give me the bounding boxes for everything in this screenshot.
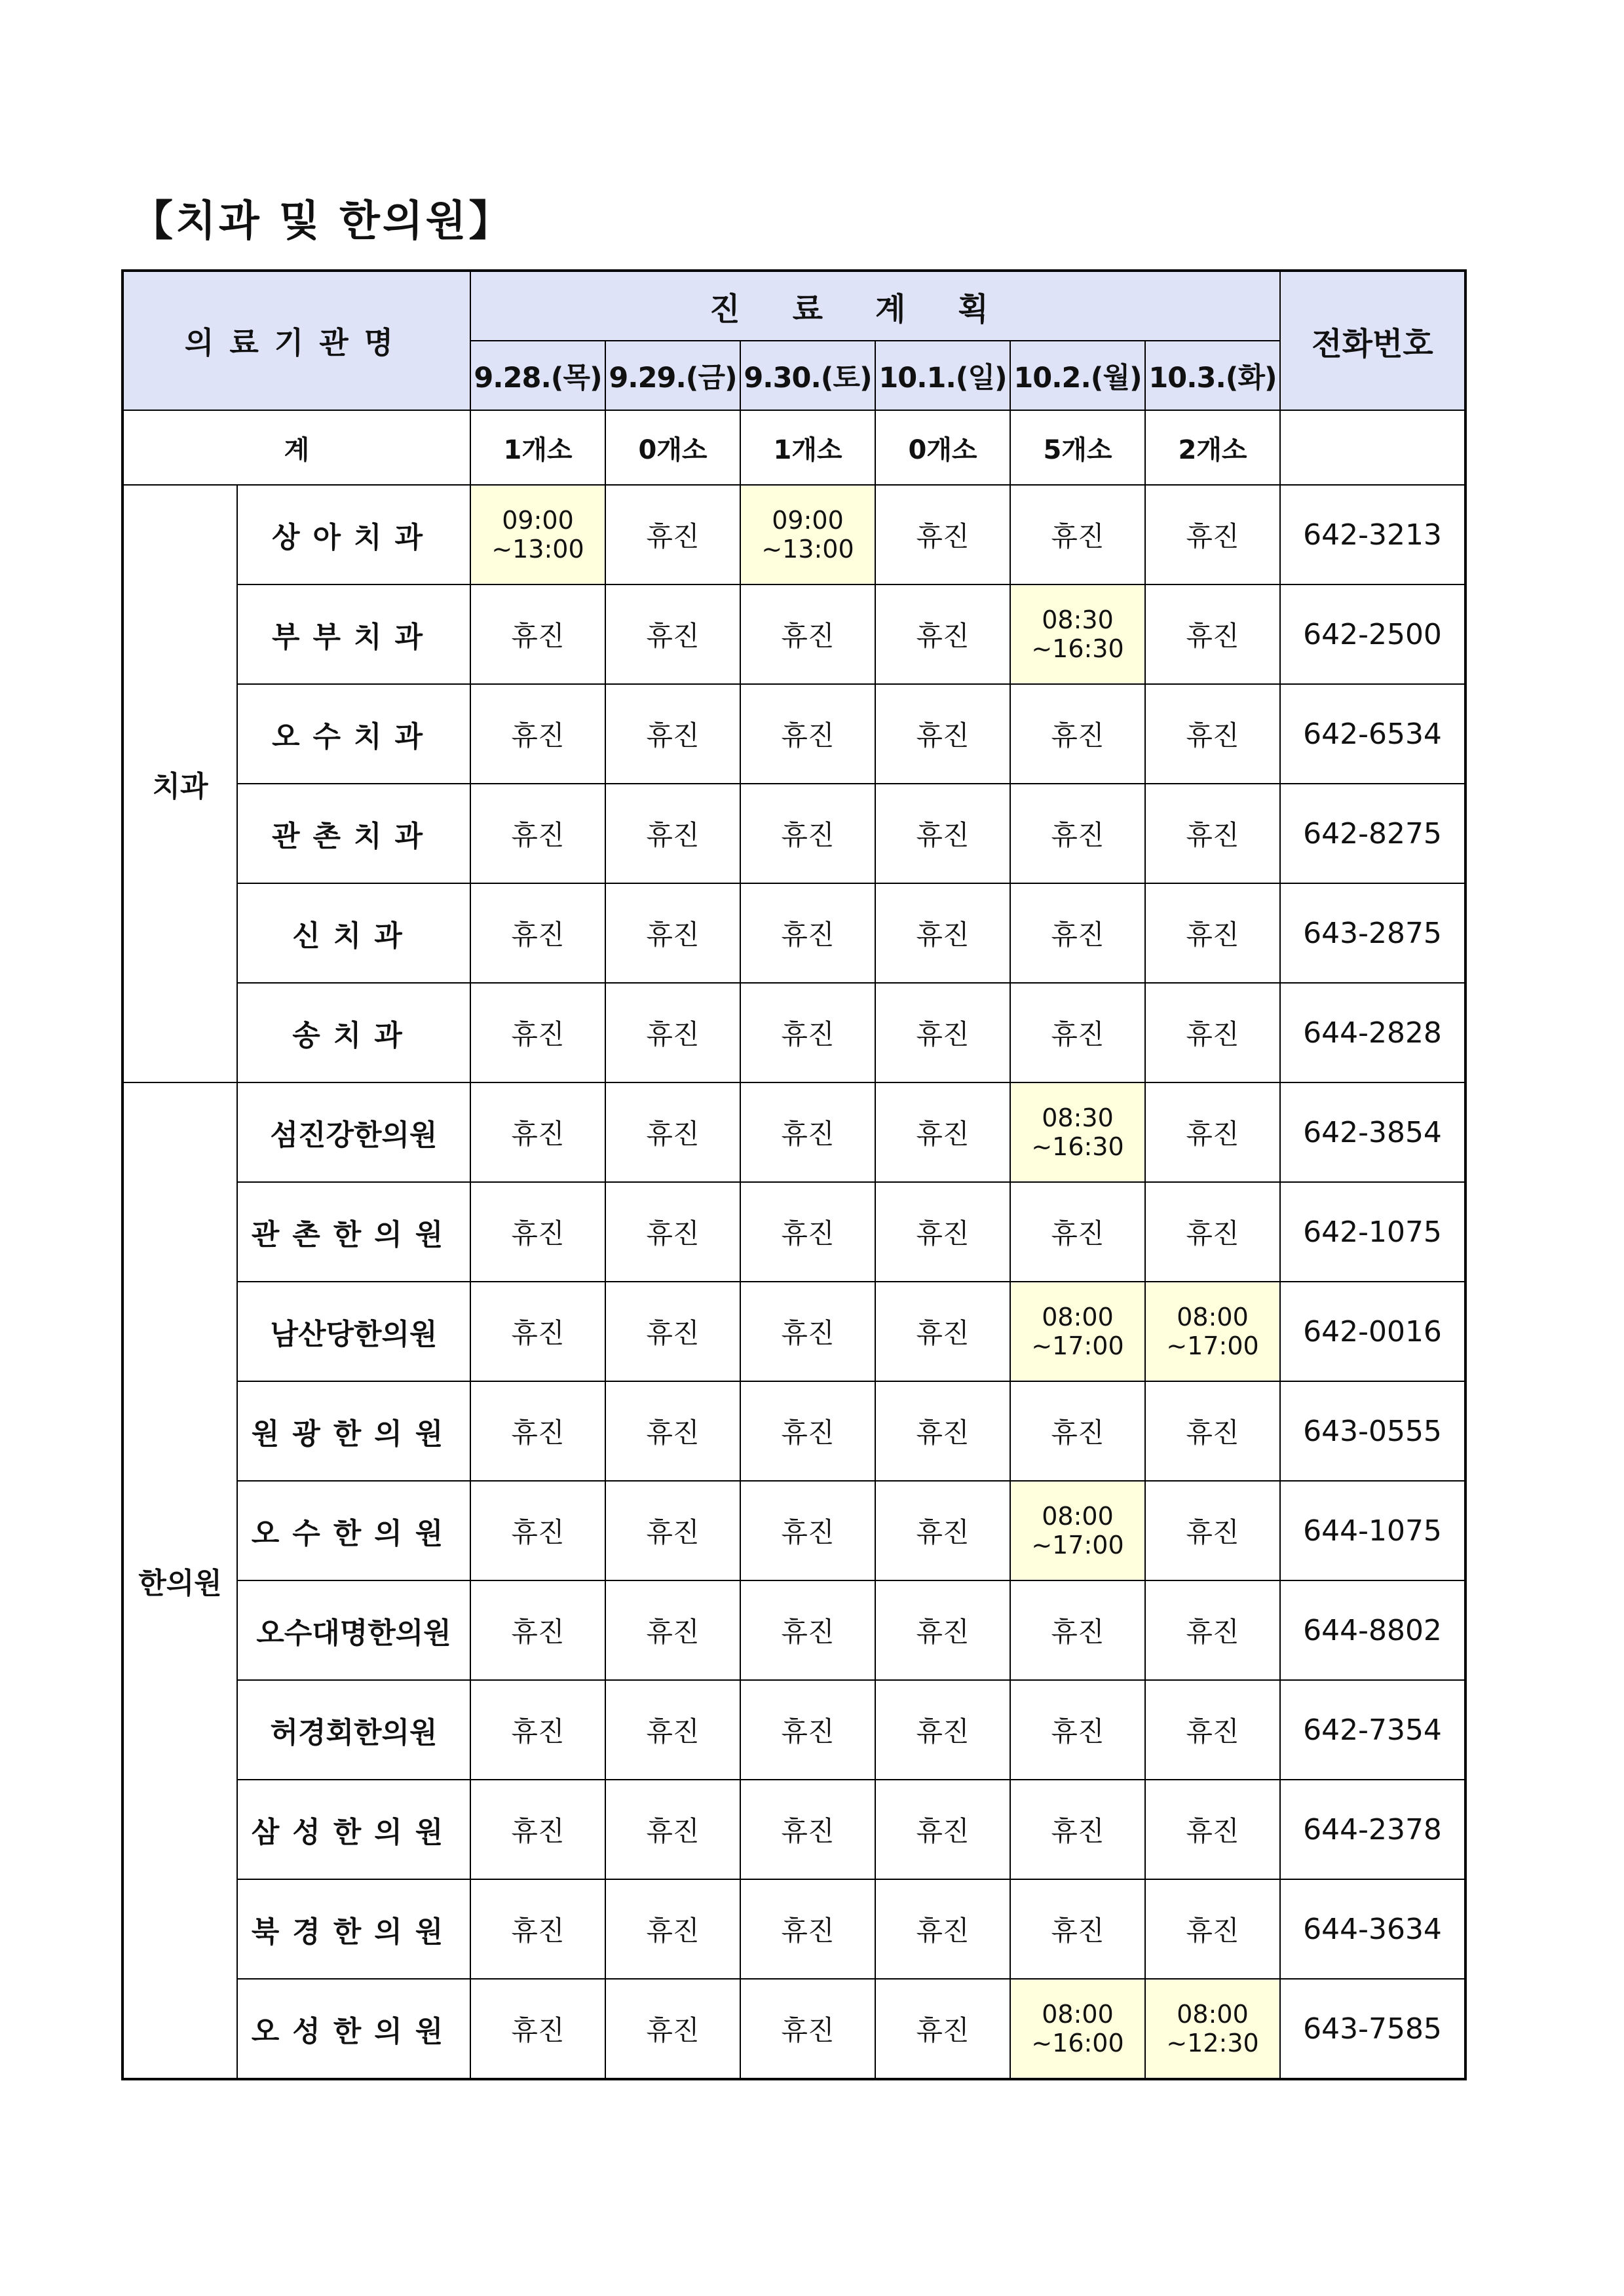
phone-number: 642-3213 [1280,485,1465,584]
closed-cell: 휴진 [605,1381,740,1481]
closed-cell: 휴진 [1145,784,1280,883]
closed-cell: 휴진 [1145,1381,1280,1481]
closed-cell: 휴진 [875,1979,1010,2079]
closed-cell: 휴진 [605,1680,740,1780]
header-date: 10.2.(월) [1010,341,1145,410]
closed-cell: 휴진 [875,1481,1010,1580]
phone-number: 643-7585 [1280,1979,1465,2079]
closed-cell: 휴진 [605,983,740,1082]
header-date: 10.3.(화) [1145,341,1280,410]
header-clinic-name: 의료기관명 [123,271,470,410]
closed-cell: 휴진 [875,784,1010,883]
open-hours-line: ~16:00 [1031,2029,1124,2057]
clinic-name: 허경회한의원 [237,1680,470,1780]
clinic-name: 부부치과 [237,584,470,684]
total-count: 2개소 [1145,410,1280,485]
closed-cell: 휴진 [1010,883,1145,983]
closed-cell: 휴진 [1010,784,1145,883]
closed-cell: 휴진 [605,1282,740,1381]
closed-cell: 휴진 [1145,1580,1280,1680]
closed-cell: 휴진 [1145,684,1280,784]
closed-cell: 휴진 [470,1481,605,1580]
closed-cell: 휴진 [1145,1879,1280,1979]
table-row [123,883,1465,983]
closed-cell: 휴진 [1145,1182,1280,1282]
closed-cell: 휴진 [875,485,1010,584]
closed-cell: 휴진 [740,1282,875,1381]
header-row-1 [123,271,1465,341]
closed-cell: 휴진 [1010,485,1145,584]
closed-cell: 휴진 [740,684,875,784]
closed-cell: 휴진 [1010,1780,1145,1879]
open-hours-line: ~13:00 [761,535,854,564]
clinic-name: 남산당한의원 [237,1282,470,1381]
phone-number: 644-3634 [1280,1879,1465,1979]
closed-cell: 휴진 [605,584,740,684]
closed-cell: 휴진 [1145,485,1280,584]
closed-cell: 휴진 [740,1680,875,1780]
clinic-name: 북경한의원 [237,1879,470,1979]
closed-cell: 휴진 [1010,1580,1145,1680]
open-hours-line: ~16:30 [1031,634,1124,663]
open-hours-line: 08:00 [1177,2000,1249,2029]
closed-cell: 휴진 [875,1780,1010,1879]
closed-cell: 휴진 [470,1979,605,2079]
clinic-name: 관촌치과 [237,784,470,883]
table-row [123,983,1465,1082]
closed-cell: 휴진 [740,1879,875,1979]
closed-cell: 휴진 [470,1082,605,1182]
closed-cell: 휴진 [740,1082,875,1182]
closed-cell: 휴진 [875,1580,1010,1680]
table-row [123,485,1465,584]
closed-cell: 휴진 [875,1282,1010,1381]
table-row [123,584,1465,684]
open-hours-line: 08:30 [1042,1103,1114,1132]
phone-number: 643-2875 [1280,883,1465,983]
closed-cell: 휴진 [875,1381,1010,1481]
category-label: 한의원 [123,1082,237,2079]
closed-cell: 휴진 [740,1780,875,1879]
closed-cell: 휴진 [1145,983,1280,1082]
open-hours-line: 09:00 [772,506,844,535]
clinic-schedule-table [121,269,1467,2080]
open-hours-cell [1010,1481,1145,1580]
closed-cell: 휴진 [470,1182,605,1282]
closed-cell: 휴진 [470,1879,605,1979]
closed-cell: 휴진 [1010,983,1145,1082]
phone-number: 642-6534 [1280,684,1465,784]
closed-cell: 휴진 [1145,1481,1280,1580]
closed-cell: 휴진 [470,1580,605,1680]
open-hours-line: 08:00 [1042,1502,1114,1531]
closed-cell: 휴진 [605,485,740,584]
closed-cell: 휴진 [875,1182,1010,1282]
open-hours-cell [1010,1282,1145,1381]
phone-number: 642-1075 [1280,1182,1465,1282]
table-row [123,684,1465,784]
page-title: 【치과 및 한의원】 [131,197,514,246]
closed-cell: 휴진 [470,1680,605,1780]
phone-number: 644-8802 [1280,1580,1465,1680]
category-label: 치과 [123,485,237,1082]
open-hours-line: 08:00 [1042,1303,1114,1331]
closed-cell: 휴진 [740,983,875,1082]
phone-number: 642-7354 [1280,1680,1465,1780]
open-hours-cell [1145,1282,1280,1381]
table-row [123,1481,1465,1580]
closed-cell: 휴진 [875,983,1010,1082]
closed-cell: 휴진 [875,584,1010,684]
closed-cell: 휴진 [605,1780,740,1879]
closed-cell: 휴진 [605,1979,740,2079]
closed-cell: 휴진 [605,1182,740,1282]
open-hours-line: ~13:00 [491,535,584,564]
header-date: 9.28.(목) [470,341,605,410]
clinic-name: 관촌한의원 [237,1182,470,1282]
total-label: 계 [123,410,470,485]
clinic-name: 오수치과 [237,684,470,784]
clinic-name: 섬진강한의원 [237,1082,470,1182]
open-hours-line: 08:00 [1042,2000,1114,2029]
clinic-name: 오수한의원 [237,1481,470,1580]
header-phone: 전화번호 [1280,271,1465,410]
closed-cell: 휴진 [740,1481,875,1580]
closed-cell: 휴진 [605,684,740,784]
total-count: 1개소 [470,410,605,485]
closed-cell: 휴진 [1145,883,1280,983]
open-hours-line: ~17:00 [1031,1331,1124,1360]
table-row [123,1282,1465,1381]
closed-cell: 휴진 [1145,1680,1280,1780]
table-row [123,1680,1465,1780]
table-row [123,1979,1465,2079]
closed-cell: 휴진 [605,1481,740,1580]
clinic-name: 상아치과 [237,485,470,584]
table-row [123,1580,1465,1680]
header-date: 10.1.(일) [875,341,1010,410]
table-row [123,1182,1465,1282]
closed-cell: 휴진 [605,1879,740,1979]
total-count: 1개소 [740,410,875,485]
open-hours-line: ~17:00 [1031,1531,1124,1559]
closed-cell: 휴진 [470,784,605,883]
closed-cell: 휴진 [740,784,875,883]
closed-cell: 휴진 [740,1381,875,1481]
open-hours-cell [1010,1979,1145,2079]
clinic-name: 오수대명한의원 [237,1580,470,1680]
closed-cell: 휴진 [605,784,740,883]
closed-cell: 휴진 [1145,1082,1280,1182]
clinic-name: 신치과 [237,883,470,983]
closed-cell: 휴진 [740,584,875,684]
open-hours-cell [470,485,605,584]
closed-cell: 휴진 [740,1580,875,1680]
open-hours-line: 09:00 [502,506,574,535]
closed-cell: 휴진 [605,1580,740,1680]
phone-number: 643-0555 [1280,1381,1465,1481]
clinic-name: 송치과 [237,983,470,1082]
closed-cell: 휴진 [875,1879,1010,1979]
closed-cell: 휴진 [470,983,605,1082]
phone-number: 642-0016 [1280,1282,1465,1381]
closed-cell: 휴진 [470,1780,605,1879]
closed-cell: 휴진 [470,883,605,983]
phone-number: 642-2500 [1280,584,1465,684]
header-date: 9.30.(토) [740,341,875,410]
open-hours-cell [740,485,875,584]
table-row [123,1381,1465,1481]
closed-cell: 휴진 [875,684,1010,784]
table-row [123,1082,1465,1182]
table-row [123,1780,1465,1879]
closed-cell: 휴진 [605,1082,740,1182]
header-date: 9.29.(금) [605,341,740,410]
closed-cell: 휴진 [1010,1680,1145,1780]
clinic-name: 삼성한의원 [237,1780,470,1879]
closed-cell: 휴진 [875,883,1010,983]
closed-cell: 휴진 [1010,1182,1145,1282]
total-phone-empty [1280,410,1465,485]
closed-cell: 휴진 [740,883,875,983]
phone-number: 644-1075 [1280,1481,1465,1580]
open-hours-line: 08:30 [1042,605,1114,634]
closed-cell: 휴진 [740,1979,875,2079]
closed-cell: 휴진 [470,1381,605,1481]
phone-number: 644-2828 [1280,983,1465,1082]
closed-cell: 휴진 [470,584,605,684]
open-hours-cell [1010,1082,1145,1182]
closed-cell: 휴진 [1010,1381,1145,1481]
closed-cell: 휴진 [1010,684,1145,784]
table-row [123,1879,1465,1979]
closed-cell: 휴진 [1010,1879,1145,1979]
open-hours-line: ~17:00 [1166,1331,1259,1360]
closed-cell: 휴진 [470,1282,605,1381]
header-treatment-plan: 진료계획 [470,271,1280,341]
phone-number: 642-8275 [1280,784,1465,883]
clinic-name: 원광한의원 [237,1381,470,1481]
phone-number: 642-3854 [1280,1082,1465,1182]
open-hours-cell [1010,584,1145,684]
closed-cell: 휴진 [1145,584,1280,684]
closed-cell: 휴진 [605,883,740,983]
open-hours-cell [1145,1979,1280,2079]
total-count: 0개소 [605,410,740,485]
table-row [123,784,1465,883]
closed-cell: 휴진 [470,684,605,784]
open-hours-line: ~16:30 [1031,1132,1124,1161]
total-count: 5개소 [1010,410,1145,485]
phone-number: 644-2378 [1280,1780,1465,1879]
closed-cell: 휴진 [875,1680,1010,1780]
open-hours-line: 08:00 [1177,1303,1249,1331]
total-row [123,410,1465,485]
open-hours-line: ~12:30 [1166,2029,1259,2057]
clinic-name: 오성한의원 [237,1979,470,2079]
closed-cell: 휴진 [1145,1780,1280,1879]
closed-cell: 휴진 [740,1182,875,1282]
total-count: 0개소 [875,410,1010,485]
closed-cell: 휴진 [875,1082,1010,1182]
